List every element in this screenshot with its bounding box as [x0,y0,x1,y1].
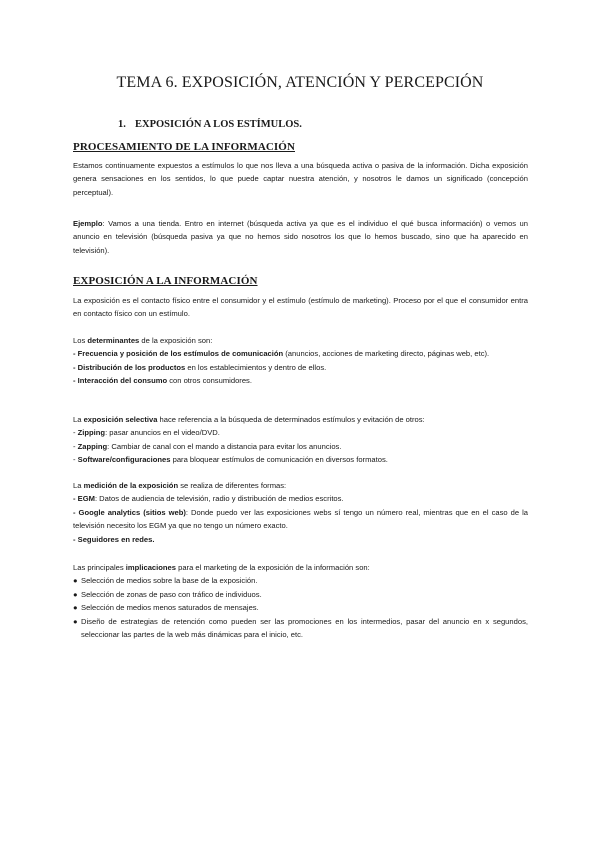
item-bold: - Frecuencia y posición de los estímulos de comunicación [73,349,284,359]
section-title: EXPOSICIÓN A LOS ESTÍMULOS. [135,119,302,130]
seleccion-item [73,440,528,453]
ejemplo-label: Ejemplo [73,219,103,228]
implicacion-item [73,601,528,614]
paragraph-procesamiento: Estamos continuamente expuestos a estímulos lo que nos lleva a una búsqueda activa o pasiva de la información. Dicha exposición genera sensaciones en los sentidos, lo que puede captar nuestra atención, y nosotros le damos un significado (concepción perceptual). [73,161,528,197]
implicacion-item [73,615,528,642]
paragraph-ejemplo [73,217,528,257]
bullet-icon: ● [73,603,78,613]
seleccion-item [73,453,528,466]
item-bold: - EGM [73,494,95,504]
determinantes-block [73,334,528,388]
determinantes-pre: Los [73,336,88,345]
item-text: (anuncios, acciones de marketing directo, páginas web, etc). [283,349,490,359]
subheading-exposicion: EXPOSICIÓN A LA INFORMACIÓN [73,275,258,287]
item-text: para bloquear estímulos de comunicación en diversos formatos. [170,455,388,465]
bullet-icon: ● [73,616,78,626]
section-number: 1. [118,119,126,130]
item-text: Selección de medios sobre la base de la exposición. [81,576,258,586]
determinantes-bold: determinantes [87,336,140,345]
medicion-post: se realiza de diferentes formas: [178,481,287,490]
implicaciones-intro [73,561,528,574]
item-text: : Donde puedo ver las exposiciones webs sí tengo un número real, mientras que en el caso de la televisión necesito los EGM ya que no tengo un número exacto. [73,507,528,531]
implicacion-item [73,574,528,587]
bullet-icon: ● [73,589,78,599]
seleccion-block [73,413,528,467]
seleccion-post: hace referencia a la búsqueda de determinados estímulos y evitación de otros: [157,415,425,424]
determinantes-intro [73,334,528,347]
medicion-bold: medición de la exposición [83,481,179,490]
medicion-intro [73,479,528,492]
medicion-item [73,533,528,546]
subheading-procesamiento: PROCESAMIENTO DE LA INFORMACIÓN [73,141,295,153]
item-dash: - [73,441,78,451]
determinante-item [73,374,528,387]
implicacion-item [73,588,528,601]
item-dash: - [73,428,78,438]
item-bold: Zapping [77,441,108,451]
ejemplo-text: : Vamos a una tienda. Entro en internet (búsqueda activa ya que es el individuo el qué busca información) o vemos un anuncio en televisión (búsqueda pasiva ya que no hemos sido nosotros los que lo hemos buscado, sino que ha aparecido en televisión). [73,219,528,255]
bullet-icon: ● [73,576,78,586]
item-bold: - Distribución de los productos [73,362,186,372]
item-bold: Software/configuraciones [77,455,171,465]
implicaciones-bold: implicaciones [125,563,176,572]
item-bold: - Interacción del consumo [73,376,168,386]
implicaciones-pre: Las principales [73,563,126,572]
seleccion-item [73,426,528,439]
medicion-item [73,492,528,505]
seleccion-intro [73,413,528,426]
item-bold: Zipping [77,428,106,438]
implicaciones-block [73,561,528,641]
seleccion-pre: La [73,415,84,424]
item-text: Diseño de estrategias de retención como pueden ser las promociones en los intermedios, pasar del anuncio en x segundos, seleccionar las partes de la web más dinámicas para el inicio, etc. [81,616,528,640]
item-text: : Cambiar de canal con el mando a distancia para evitar los anuncios. [107,441,342,451]
seleccion-bold: exposición selectiva [83,415,158,424]
medicion-item [73,506,528,533]
determinantes-post: de la exposición son: [139,336,213,345]
medicion-block [73,479,528,546]
implicaciones-post: para el marketing de la exposición de la información son: [176,563,370,572]
section-heading [118,119,302,130]
item-text: Selección de zonas de paso con tráfico de individuos. [81,589,262,599]
medicion-pre: La [73,481,84,490]
item-bold: - Google analytics (sitios web) [73,507,186,517]
item-text: con otros consumidores. [167,376,252,386]
determinante-item [73,347,528,360]
page-title: TEMA 6. EXPOSICIÓN, ATENCIÓN Y PERCEPCIÓN [116,74,484,91]
item-dash: - [73,455,78,465]
paragraph-exposicion: La exposición es el contacto físico entre el consumidor y el estímulo (estímulo de marketing). Proceso por el que el consumidor entra en contacto físico con un estímulo. [73,296,528,319]
item-text: Selección de medios menos saturados de mensajes. [81,603,259,613]
item-bold: - Seguidores en redes. [73,534,155,544]
item-text: en los establecimientos y dentro de ellos. [185,362,327,372]
determinante-item [73,361,528,374]
item-text: : Datos de audiencia de televisión, radio y distribución de medios escritos. [94,494,344,504]
item-text: : pasar anuncios en el video/DVD. [105,428,220,438]
